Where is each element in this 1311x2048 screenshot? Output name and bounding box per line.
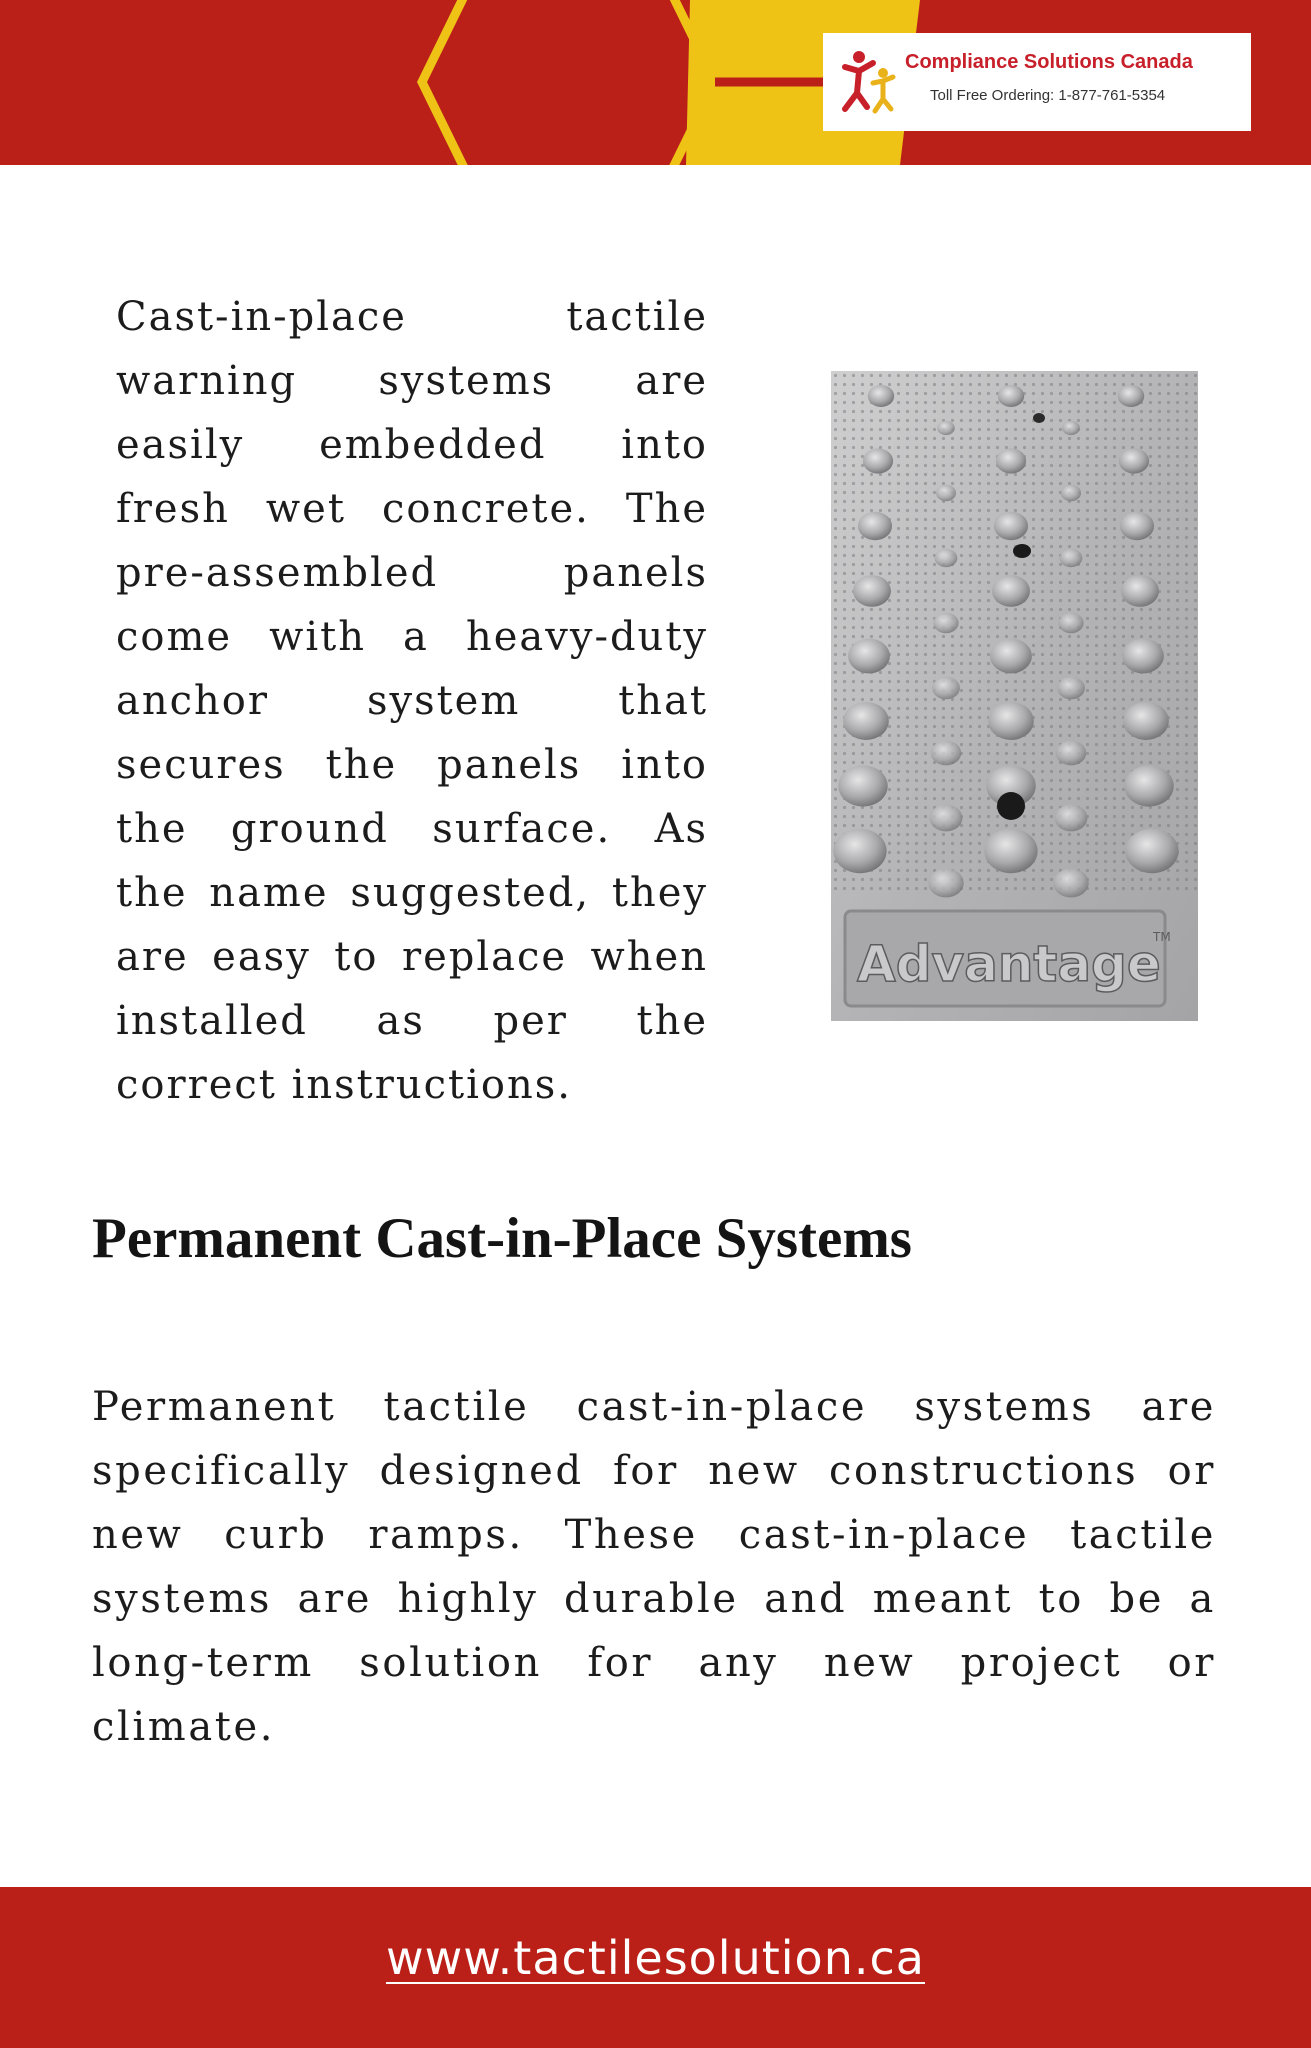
advantage-brand-label: Advantage [857, 935, 1161, 993]
tactile-panel-photo [831, 371, 1198, 1021]
truncated-dome [1118, 385, 1144, 407]
logo-company-name: Compliance Solutions Canada [905, 51, 1193, 73]
header-band [0, 0, 1311, 165]
truncated-dome [996, 448, 1026, 473]
website-link[interactable]: www.tactilesolution.ca [386, 1931, 925, 1985]
truncated-dome [1120, 512, 1154, 540]
truncated-dome [936, 485, 956, 501]
intro-paragraph: Cast-in-place tactile warning systems are easily embedded into fresh wet concrete. The pre-assembled panels come with a heavy-duty anchor system that secures the panels into the ground surface. As the name suggested, they are easy to replace when installed as per the correct instructions. [116, 294, 708, 1108]
tactile-panel-illustration [831, 371, 1198, 1021]
truncated-dome [1062, 421, 1080, 435]
truncated-dome [853, 575, 891, 607]
truncated-dome [1058, 613, 1083, 634]
truncated-dome [988, 702, 1034, 740]
truncated-dome [1056, 741, 1086, 766]
truncated-dome [1057, 677, 1085, 700]
truncated-dome [1061, 485, 1081, 501]
section-body-paragraph: Permanent tactile cast-in-place systems are specifically designed for new constructions or new curb ramps. These cast-in-place tactile systems are highly durable and meant to be a long-term solution for any new project or climate. [92, 1384, 1216, 1750]
truncated-dome [1125, 829, 1178, 873]
truncated-dome [848, 639, 890, 674]
logo-toll-free-number: Toll Free Ordering: 1-877-761-5354 [930, 87, 1166, 104]
truncated-dome [1055, 805, 1088, 832]
section-heading: Permanent Cast-in-Place Systems [92, 1207, 912, 1270]
truncated-dome [931, 741, 961, 766]
trademark-mark: TM [1153, 930, 1171, 944]
truncated-dome [1124, 765, 1173, 806]
truncated-dome [928, 869, 964, 898]
truncated-dome [833, 829, 886, 873]
truncated-dome [863, 448, 893, 473]
truncated-dome [1060, 549, 1083, 567]
truncated-dome [1119, 448, 1149, 473]
truncated-dome [935, 549, 958, 567]
company-logo[interactable] [823, 33, 1251, 131]
truncated-dome [1053, 869, 1089, 898]
truncated-dome [992, 575, 1030, 607]
truncated-dome [933, 613, 958, 634]
truncated-dome [1123, 702, 1169, 740]
truncated-dome [868, 385, 894, 407]
truncated-dome [994, 512, 1028, 540]
truncated-dome [838, 765, 887, 806]
truncated-dome [1121, 575, 1159, 607]
truncated-dome [990, 639, 1032, 674]
footer-band [0, 1887, 1311, 2048]
truncated-dome [930, 805, 963, 832]
truncated-dome [858, 512, 892, 540]
truncated-dome [998, 385, 1024, 407]
truncated-dome [932, 677, 960, 700]
truncated-dome [843, 702, 889, 740]
truncated-dome [1122, 639, 1164, 674]
truncated-dome [937, 421, 955, 435]
truncated-dome [984, 829, 1037, 873]
figures-logo-icon [831, 43, 911, 123]
